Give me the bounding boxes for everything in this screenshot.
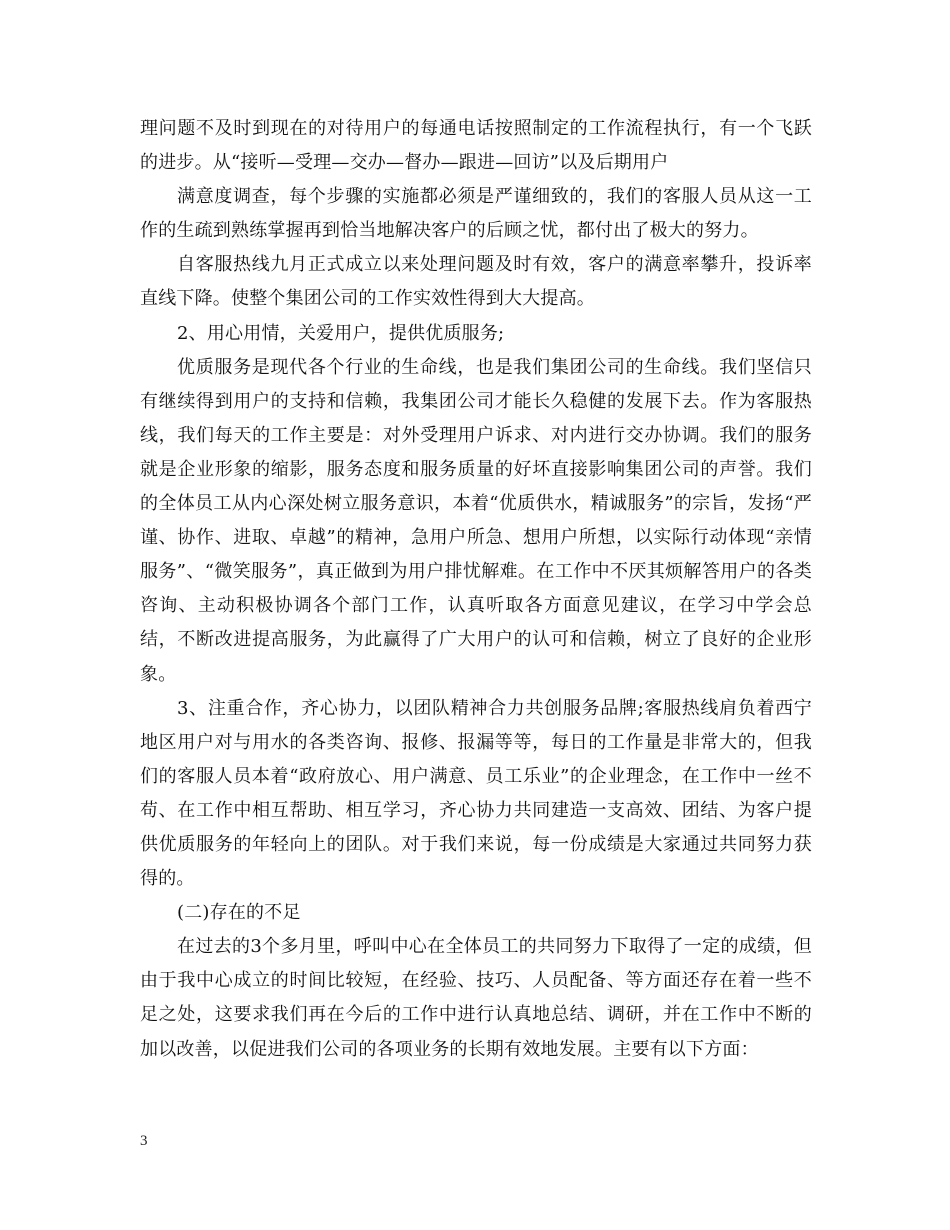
paragraph-shortcomings: 在过去的3个多月里，呼叫中心在全体员工的共同努力下取得了一定的成绩，但由于我中心成立的时间比较短，在经验、技巧、人员配备、等方面还存在着一些不足之处，这要求我们再在今后的工作中进行认真地总结、调研，并在工作中不断的加以改善，以促进我们公司的各项业务的长期有效地发展。主要有以下方面： bbox=[140, 936, 812, 1060]
section-heading-shortcomings: (二)存在的不足 bbox=[177, 902, 301, 924]
paragraph-quality-service: 优质服务是现代各个行业的生命线，也是我们集团公司的生命线。我们坚信只有继续得到用户的支持和信赖，我集团公司才能长久稳健的发展下去。作为客服热线，我们每天的工作主要是：对外受理用户诉求、对内进行交办协调。我们的服务就是企业形象的缩影，服务态度和服务质量的好坏直接影响集团公司的声誉。我们的全体员工从内心深处树立服务意识，本着“优质供水，精诚服务”的宗旨，发扬“严谨、协作、进取、卓越”的精神，急用户所急、想用户所想，以实际行动体现“亲情服务”、“微笑服务”，真正做到为用户排忧解难。在工作中不厌其烦解答用户的各类咨询、主动积极协调各个部门工作，认真听取各方面意见建议，在学习中学会总结，不断改进提高服务，为此赢得了广大用户的认可和信赖，树立了良好的企业形象。 bbox=[140, 356, 812, 685]
paragraph-continuation: 理问题不及时到现在的对待用户的每通电话按照制定的工作流程执行，有一个飞跃的进步。从“接听—受理—交办—督办—跟进—回访”以及后期用户 bbox=[140, 118, 812, 174]
page-number: 3 bbox=[140, 1133, 148, 1149]
paragraph-satisfaction-survey: 满意度调查，每个步骤的实施都必须是严谨细致的，我们的客服人员从这一工作的生疏到熟练掌握再到恰当地解决客户的后顾之忧，都付出了极大的努力。 bbox=[140, 186, 812, 242]
section-heading-quality-service: 2、用心用情，关爱用户，提供优质服务; bbox=[177, 322, 505, 344]
paragraph-hotline-results: 自客服热线九月正式成立以来处理问题及时有效，客户的满意率攀升，投诉率直线下降。使整个集团公司的工作实效性得到大大提高。 bbox=[140, 254, 812, 310]
paragraph-teamwork: 3、注重合作，齐心协力，以团队精神合力共创服务品牌;客服热线肩负着西宁地区用户对与用水的各类咨询、报修、报漏等等，每日的工作量是非常大的，但我们的客服人员本着“政府放心、用户满意、员工乐业”的企业理念，在工作中一丝不苟、在工作中相互帮助、相互学习，齐心协力共同建造一支高效、团结、为客户提供优质服务的年轻向上的团队。对于我们来说，每一份成绩是大家通过共同努力获得的。 bbox=[140, 697, 812, 890]
document-body bbox=[140, 112, 812, 1067]
